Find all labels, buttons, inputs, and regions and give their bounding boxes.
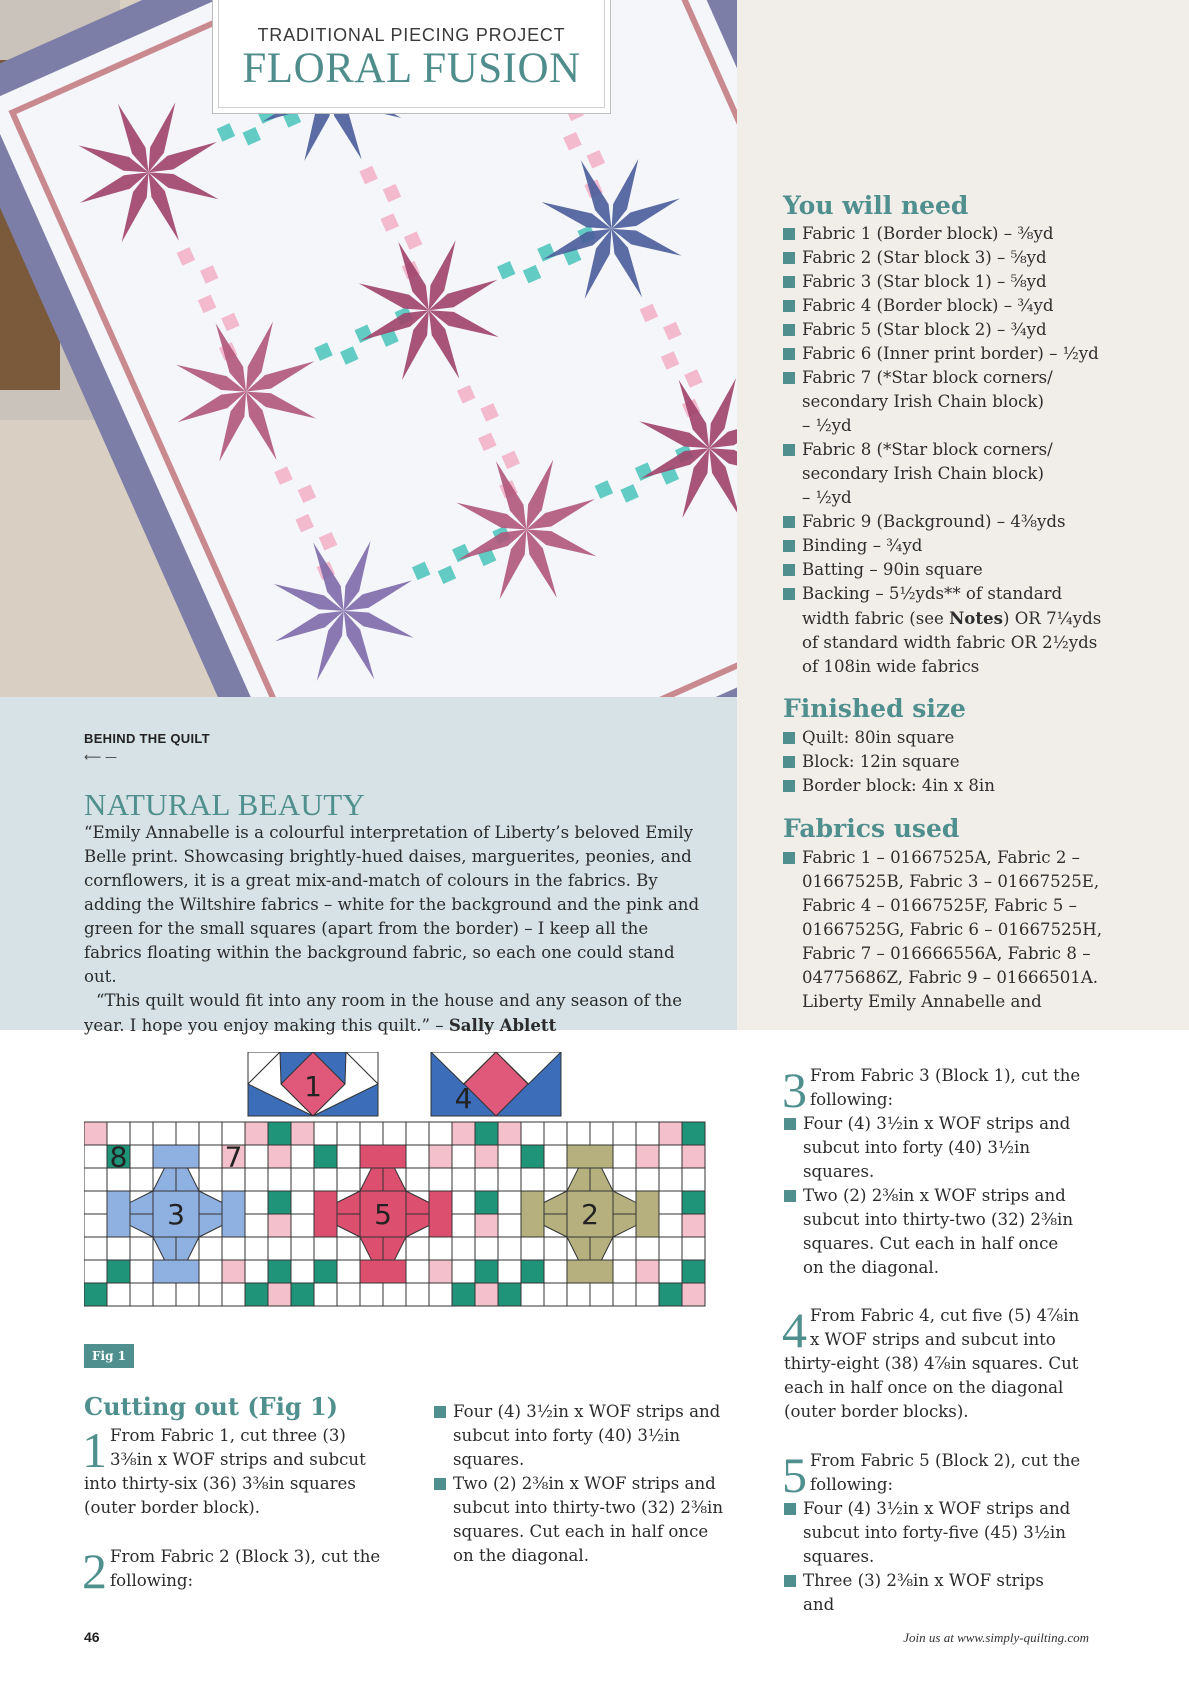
label-fabric-7: 7 [224,1140,243,1174]
sashing-square [268,1214,291,1237]
list-item: Fabric 7 (*Star block corners/ secondary Irish Chain block) – ½yd [783,366,1057,438]
chain-square [521,1260,544,1283]
grid-cell [337,1260,360,1283]
grid-cell [636,1283,659,1306]
grid-cell [199,1283,222,1306]
grid-cell [199,1260,222,1283]
you-will-need-heading: You will need [783,191,969,220]
step-number: 3 [782,1062,807,1118]
star-arm [567,1145,613,1168]
grid-cell [659,1168,682,1191]
star-arm [153,1145,199,1168]
finished-size-heading: Finished size [783,694,966,723]
grid-cell [291,1237,314,1260]
chain-square [84,1283,107,1306]
grid-cell [636,1122,659,1145]
grid-cell [245,1191,268,1214]
grid-cell [406,1168,429,1191]
grid-cell [406,1122,429,1145]
list-item: Block: 12in square [783,750,1163,774]
chain-square [245,1122,268,1145]
list-item: Batting – 90in square [783,558,1163,582]
grid-cell [567,1283,590,1306]
grid-cell [544,1237,567,1260]
grid-cell [521,1122,544,1145]
grid-cell [613,1145,636,1168]
fig-1-diagram [84,1052,729,1322]
page-number: 46 [84,1629,100,1645]
chain-square [107,1260,130,1283]
grid-cell [314,1168,337,1191]
star-arm [521,1191,544,1237]
grid-cell [429,1122,452,1145]
grid-cell [406,1260,429,1283]
grid-cell [84,1191,107,1214]
sashing-square [682,1122,705,1145]
behind-text [84,821,704,1038]
chain-square [84,1122,107,1145]
grid-cell [383,1283,406,1306]
grid-cell [245,1145,268,1168]
sashing-square [475,1145,498,1168]
grid-cell [130,1283,153,1306]
star-arm [107,1191,130,1237]
star-arm [222,1191,245,1237]
grid-cell [176,1283,199,1306]
grid-cell [84,1260,107,1283]
chain-square [291,1283,314,1306]
fig-label: Fig 1 [84,1344,134,1368]
grid-cell [337,1145,360,1168]
behind-paragraph-2 [84,989,704,1038]
grid-cell [107,1283,130,1306]
grid-cell [498,1191,521,1214]
behind-title: NATURAL BEAUTY [84,787,366,822]
grid-cell [429,1237,452,1260]
label-border-1: 1 [304,1070,322,1103]
star-arm [429,1191,452,1237]
sashing-square [268,1237,291,1260]
cutting-step-2-list [434,1400,726,1568]
label-star-block-3: 3 [167,1198,185,1231]
grid-cell [314,1237,337,1260]
chain-square [429,1145,452,1168]
backing-notes: Notes [949,608,1003,628]
list-item: Fabric 1 (Border block) – ⅜yd [783,222,1163,246]
star-arm [636,1191,659,1237]
list-item: Three (3) 2⅜in x WOF strips and [784,1569,1074,1617]
grid-cell [659,1237,682,1260]
title-box [212,0,611,114]
behind-author: Sally Ablett [448,1015,557,1035]
grid-cell [337,1168,360,1191]
grid-cell [199,1237,222,1260]
grid-cell [337,1237,360,1260]
step-text: From Fabric 4, cut five (5) 4⅞in x WOF strips and subcut into thirty-eight (38) 4⅞in squares. Cut each in half once on the diagonal (outer border blocks). [784,1306,1080,1421]
grid-cell [383,1122,406,1145]
grid-cell [337,1122,360,1145]
sashing-square [682,1214,705,1237]
chain-square [636,1260,659,1283]
grid-cell [498,1168,521,1191]
grid-cell [176,1122,199,1145]
grid-cell [659,1260,682,1283]
sashing-square [475,1168,498,1191]
list-item: Fabric 4 (Border block) – ¾yd [783,294,1163,318]
grid-cell [429,1168,452,1191]
grid-cell [452,1168,475,1191]
grid-cell [544,1122,567,1145]
grid-cell [636,1237,659,1260]
sashing-square [268,1283,291,1306]
grid-cell [245,1260,268,1283]
grid-cell [153,1122,176,1145]
list-item: Border block: 4in x 8in [783,774,1163,798]
label-fabric-8: 8 [109,1140,128,1174]
star-arm [360,1260,406,1283]
sashing-square [682,1191,705,1214]
sashing-square [475,1283,498,1306]
grid-cell [291,1214,314,1237]
chain-square [222,1260,245,1283]
grid-cell [498,1237,521,1260]
grid-cell [498,1214,521,1237]
star-arm [314,1191,337,1237]
step-number: 2 [82,1543,107,1599]
grid-cell [521,1237,544,1260]
label-star-block-2: 2 [581,1198,599,1231]
sashing-square [268,1145,291,1168]
behind-kicker: BEHIND THE QUILT [84,731,210,746]
grid-cell [613,1283,636,1306]
sashing-square [268,1260,291,1283]
sashing-square [682,1237,705,1260]
grid-cell [590,1122,613,1145]
grid-cell [360,1283,383,1306]
behind-paragraph-2-text: “This quilt would fit into any room in the house and any season of the year. I hope you enjoy making this quilt.” – [84,991,683,1035]
behind-the-quilt-panel [0,697,737,1035]
list-item: Quilt: 80in square [783,726,1163,750]
grid-cell [659,1214,682,1237]
step-text: From Fabric 3 (Block 1), cut the following: [810,1066,1081,1109]
chain-square [314,1145,337,1168]
grid-cell [406,1145,429,1168]
grid-cell [429,1283,452,1306]
chain-square [498,1283,521,1306]
step-number: 5 [782,1447,807,1503]
grid-cell [107,1237,130,1260]
chain-square [452,1283,475,1306]
label-star-block-5: 5 [374,1198,392,1231]
sashing-square [475,1122,498,1145]
chain-square [245,1283,268,1306]
backing-text-pre: Backing – 5½yds** of standard width fabric (see [802,584,1063,628]
grid-cell [337,1283,360,1306]
list-item: Fabric 9 (Background) – 4⅜yds [783,510,1163,534]
star-arm [360,1145,406,1168]
grid-cell [544,1260,567,1283]
sashing-square [475,1214,498,1237]
grid-cell [360,1122,383,1145]
grid-cell [130,1168,153,1191]
grid-cell [245,1168,268,1191]
cutting-step-4 [784,1304,1089,1424]
grid-cell [659,1145,682,1168]
sashing-square [682,1260,705,1283]
chain-square [452,1122,475,1145]
cutting-heading: Cutting out (Fig 1) [84,1392,339,1421]
fabrics-used-heading: Fabrics used [783,814,960,843]
grid-cell [452,1214,475,1237]
fabrics-used-list [783,846,1105,1014]
grid-cell [613,1237,636,1260]
chain-square [291,1122,314,1145]
sashing-square [682,1168,705,1191]
grid-cell [222,1237,245,1260]
list-item: Four (4) 3½in x WOF strips and subcut into forty-five (45) 3½in squares. [784,1497,1074,1569]
grid-cell [130,1237,153,1260]
step-text: From Fabric 5 (Block 2), cut the following: [810,1451,1081,1494]
grid-cell [199,1168,222,1191]
grid-cell [452,1260,475,1283]
grid-cell [153,1283,176,1306]
grid-cell [452,1237,475,1260]
step-text: From Fabric 2 (Block 3), cut the following: [110,1547,381,1590]
grid-cell [521,1168,544,1191]
grid-cell [84,1145,107,1168]
grid-cell [245,1237,268,1260]
grid-cell [613,1122,636,1145]
step-text: From Fabric 1, cut three (3) 3⅜in x WOF strips and subcut into thirty-six (36) 3⅜in squares (outer border block). [84,1426,366,1517]
grid-cell [613,1168,636,1191]
chain-square [521,1145,544,1168]
step-number: 1 [82,1422,107,1478]
grid-cell [314,1122,337,1145]
chain-square [314,1260,337,1283]
list-item: Four (4) 3½in x WOF strips and subcut into forty (40) 3½in squares. [784,1112,1074,1184]
grid-cell [84,1237,107,1260]
list-item: Fabric 1 – 01667525A, Fabric 2 – 01667525B, Fabric 3 – 01667525E, Fabric 4 – 01667525F, Fabric 5 – 01667525G, Fabric 6 – 01667525H, Fabric 7 – 016666556A, Fabric 8 – 04775686Z, Fabric 9 – 01666501A. Liberty Emily Annabelle and [783,846,1105,1014]
grid-cell [452,1145,475,1168]
chain-square [429,1260,452,1283]
grid-cell [406,1237,429,1260]
behind-paragraph-1: “Emily Annabelle is a colourful interpretation of Liberty’s beloved Emily Belle print. Showcasing brightly-hued daises, marguerites, peonies, and cornflowers, it is a great mix-and-match of colours in the fabrics. By adding the Wiltshire fabrics – white for the background and the pink and green for the small squares (apart from the border) – I keep all the fabrics floating within the background fabric, so each one could stand out. [84,823,700,986]
grid-cell [498,1260,521,1283]
list-item: Two (2) 2⅜in x WOF strips and subcut into thirty-two (32) 2⅜in squares. Cut each in half once on the diagonal. [434,1472,726,1568]
sashing-square [475,1237,498,1260]
sashing-square [682,1145,705,1168]
grid-cell [613,1260,636,1283]
star-arm [153,1260,199,1283]
grid-cell [567,1122,590,1145]
sashing-square [268,1191,291,1214]
star-arm [567,1260,613,1283]
grid-cell [130,1145,153,1168]
grid-cell [636,1168,659,1191]
list-item: Fabric 8 (*Star block corners/ secondary Irish Chain block) – ½yd [783,438,1057,510]
grid-cell [452,1191,475,1214]
cutting-step-2 [82,1543,384,1599]
grid-cell [130,1122,153,1145]
grid-cell [659,1191,682,1214]
list-item: Four (4) 3½in x WOF strips and subcut into forty (40) 3½in squares. [434,1400,726,1472]
project-kicker: TRADITIONAL PIECING PROJECT [257,25,566,45]
grid-cell [590,1283,613,1306]
label-border-4: 4 [454,1082,473,1115]
sashing-square [475,1260,498,1283]
list-item: Binding – ¾yd [783,534,1163,558]
list-item: Two (2) 2⅜in x WOF strips and subcut into thirty-two (32) 2⅜in squares. Cut each in half once on the diagonal. [784,1184,1074,1280]
finished-size-list [783,726,1163,798]
grid-cell [521,1283,544,1306]
list-item: Fabric 2 (Star block 3) – ⅝yd [783,246,1163,270]
sashing-square [268,1168,291,1191]
page-title: FLORAL FUSION [242,45,581,92]
step-number: 4 [782,1302,807,1358]
cutting-step-3 [784,1064,1084,1280]
footer-url: Join us at www.simply-quilting.com [903,1630,1089,1645]
grid-cell [291,1191,314,1214]
cutting-step-5 [784,1449,1084,1617]
chain-square [498,1122,521,1145]
grid-cell [291,1260,314,1283]
grid-cell [84,1214,107,1237]
grid-cell [544,1168,567,1191]
grid-cell [199,1122,222,1145]
grid-cell [406,1283,429,1306]
sashing-square [682,1283,705,1306]
grid-cell [291,1145,314,1168]
arrow-left-icon: ⟵ — [84,750,118,764]
grid-cell [245,1214,268,1237]
list-item [783,582,1102,679]
sashing-square [475,1191,498,1214]
grid-cell [544,1283,567,1306]
materials-sidebar [737,0,1189,1030]
grid-cell [498,1145,521,1168]
sashing-square [268,1122,291,1145]
backing-text-post: ) OR 7¼yds of standard width fabric OR 2½yds of 108in wide fabrics [802,609,1102,676]
grid-cell [222,1283,245,1306]
grid-cell [291,1168,314,1191]
grid-cell [84,1168,107,1191]
list-item: Fabric 6 (Inner print border) – ½yd [783,342,1163,366]
list-item: Fabric 3 (Star block 1) – ⅝yd [783,270,1163,294]
grid-cell [314,1283,337,1306]
chain-square [636,1145,659,1168]
list-item: Fabric 5 (Star block 2) – ¾yd [783,318,1163,342]
grid-cell [544,1145,567,1168]
chain-square [659,1283,682,1306]
you-will-need-list [783,222,1163,679]
chain-square [659,1122,682,1145]
grid-cell [130,1260,153,1283]
cutting-step-1 [84,1424,374,1520]
grid-cell [199,1145,222,1168]
